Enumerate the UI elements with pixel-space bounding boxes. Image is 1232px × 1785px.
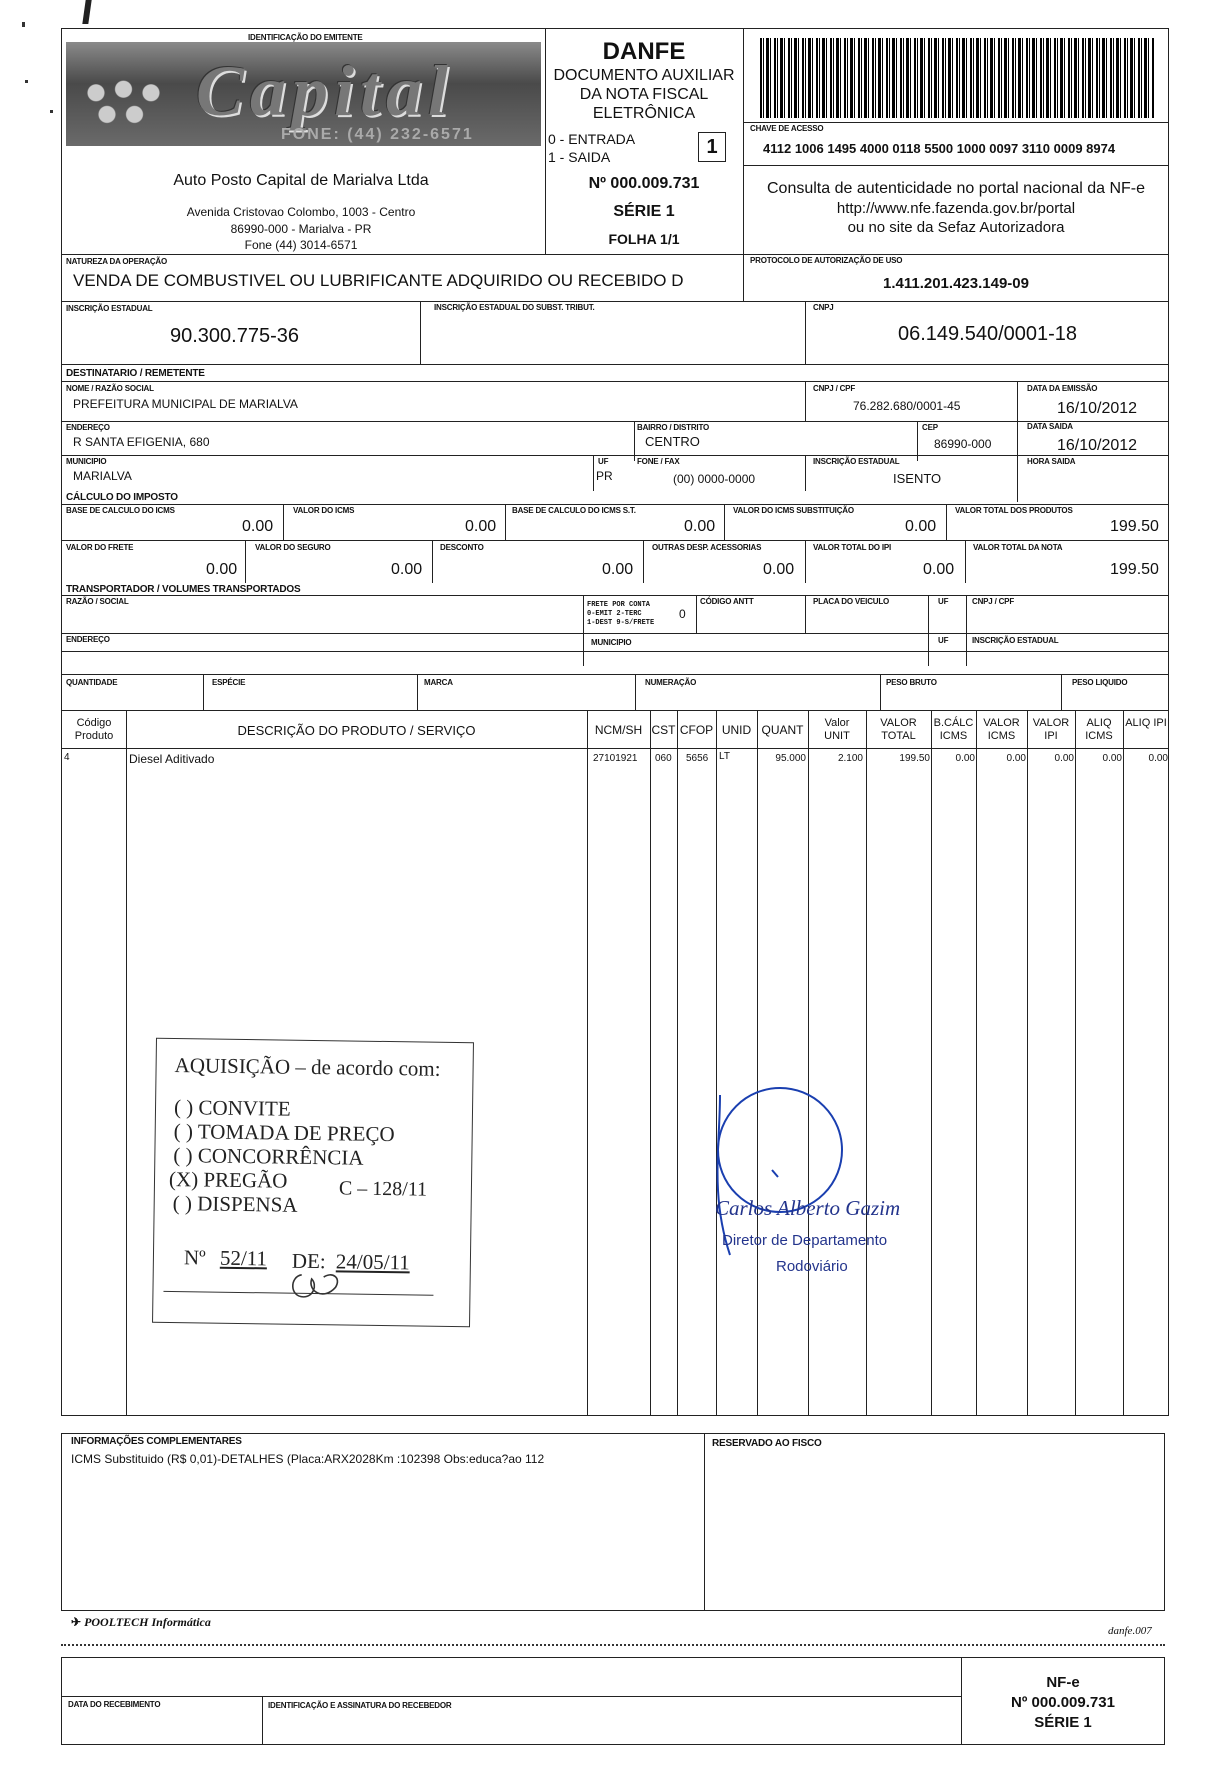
frete-label: VALOR DO FRETE	[66, 543, 134, 552]
th-vipi: VALOR IPI	[1032, 717, 1070, 742]
fisco-label: RESERVADO AO FISCO	[712, 1438, 822, 1449]
placa-label: PLACA DO VEICULO	[813, 597, 890, 606]
v-icms: 0.00	[465, 518, 497, 535]
transp-section-label: TRANSPORTADOR / VOLUMES TRANSPORTADOS	[66, 584, 301, 595]
stamp-de-label: DE:	[291, 1248, 326, 1274]
th-cfop: CFOP	[679, 723, 714, 737]
th-quant: QUANT	[761, 723, 804, 737]
danfe-numero: Nº 000.009.731	[588, 175, 700, 192]
ie-value: 90.300.775-36	[170, 325, 300, 347]
dest-endereco-label: ENDEREÇO	[66, 423, 110, 432]
protocolo-value: 1.411.201.423.149-09	[883, 275, 1029, 292]
bc-icms-label: BASE DE CALCULO DO ICMS	[66, 506, 175, 515]
signer-role1: Diretor de Departamento	[722, 1232, 888, 1249]
consulta1: Consulta de autenticidade no portal nacional da NF-e	[766, 180, 1146, 197]
desconto: 0.00	[602, 561, 634, 578]
footer-nfe: NF-e	[1046, 1674, 1080, 1691]
danfe-code: danfe.007	[1108, 1625, 1152, 1637]
peso-liq-label: PESO LIQUIDO	[1072, 678, 1128, 687]
transp-uf-label: UF	[938, 597, 949, 606]
transp-cnpj-label: CNPJ / CPF	[972, 597, 1015, 606]
v-st-label: VALOR DO ICMS SUBSTITUIÇÃO	[733, 506, 854, 515]
scan-mark	[82, 0, 91, 24]
frete-conta-2: 0-EMIT 2-TERC	[587, 610, 642, 618]
dest-section-label: DESTINATARIO / REMETENTE	[66, 368, 205, 379]
cell-vipi: 0.00	[1054, 753, 1074, 764]
cell-descricao: Diesel Aditivado	[129, 752, 215, 766]
desconto-label: DESCONTO	[440, 543, 484, 552]
grapes-icon	[74, 64, 184, 136]
natureza-label: NATUREZA DA OPERAÇÃO	[66, 257, 168, 266]
outras: 0.00	[763, 561, 795, 578]
dest-saida: 16/10/2012	[1057, 437, 1138, 454]
cell-aliqicms: 0.00	[1102, 753, 1122, 764]
cnpj-value: 06.149.540/0001-18	[898, 323, 1078, 345]
protocolo-label: PROTOCOLO DE AUTORIZAÇÃO DE USO	[750, 256, 903, 265]
logo-text: Capital	[196, 51, 455, 131]
cell-unid: LT	[719, 751, 730, 762]
emitente-logo	[66, 42, 541, 146]
th-vicms: VALOR ICMS	[983, 717, 1020, 742]
dest-municipio: MARIALVA	[73, 469, 132, 483]
recebimento-label: DATA DO RECEBIMENTO	[68, 1700, 161, 1709]
emitente-phone: Fone (44) 3014-6571	[244, 238, 358, 252]
th-bcicms: B.CÁLC ICMS	[933, 717, 974, 742]
stamp-de: 24/05/11	[335, 1249, 410, 1275]
dest-fone: (00) 0000-0000	[673, 472, 756, 486]
pooltech-icon: ✈	[71, 1615, 82, 1629]
pooltech-text: POOLTECH Informática	[84, 1615, 211, 1629]
stamp-num: 52/11	[219, 1245, 268, 1271]
th-codigo: Código Produto	[74, 717, 114, 742]
emitente-address1: Avenida Cristovao Colombo, 1003 - Centro	[186, 205, 416, 219]
danfe-tipo-box: 1	[698, 132, 726, 162]
complementares-value: ICMS Substituido (R$ 0,01)-DETALHES (Placa:ARX2028Km :102398 Obs:educa?ao 112	[71, 1452, 545, 1466]
dest-cep: 86990-000	[934, 437, 992, 451]
consulta3: ou no site da Sefaz Autorizadora	[847, 219, 1065, 236]
bc-st: 0.00	[684, 518, 716, 535]
dest-bairro-label: BAIRRO / DISTRITO	[637, 423, 710, 432]
danfe-serie: SÉRIE 1	[613, 203, 675, 220]
numeracao-label: NUMERAÇÃO	[645, 678, 697, 687]
stamp-num-label: Nº	[183, 1245, 206, 1270]
emitente-address2: 86990-000 - Marialva - PR	[230, 222, 372, 236]
pooltech-brand	[71, 1615, 211, 1630]
dest-hora-label: HORA SAIDA	[1027, 457, 1076, 466]
danfe-saida: 1 - SAIDA	[548, 149, 611, 165]
nota-label: VALOR TOTAL DA NOTA	[973, 543, 1063, 552]
cell-vtotal: 199.50	[899, 753, 930, 764]
danfe-title: DANFE	[602, 38, 686, 65]
ipi: 0.00	[923, 561, 955, 578]
transp-razao-label: RAZÃO / SOCIAL	[66, 597, 129, 606]
dest-ie-label: INSCRIÇÃO ESTADUAL	[813, 457, 900, 466]
footer-serie: SÉRIE 1	[1034, 1714, 1092, 1731]
cell-ncm: 27101921	[593, 753, 638, 764]
frete-conta-1: FRETE POR CONTA	[587, 601, 651, 609]
v-st: 0.00	[905, 518, 937, 535]
stamp-signature	[283, 1267, 344, 1308]
dest-cnpj-label: CNPJ / CPF	[813, 384, 856, 393]
aquisicao-stamp	[152, 1038, 474, 1327]
danfe-entrada: 0 - ENTRADA	[548, 131, 636, 147]
seguro-label: VALOR DO SEGURO	[255, 543, 331, 552]
bc-icms: 0.00	[242, 518, 274, 535]
dest-emissao-label: DATA DA EMISSÃO	[1027, 384, 1098, 393]
transp-uf2-label: UF	[938, 636, 949, 645]
natureza-value: VENDA DE COMBUSTIVEL OU LUBRIFICANTE ADQUIRIDO OU RECEBIDO D	[73, 271, 684, 290]
th-ncm: NCM/SH	[594, 723, 643, 737]
ie-label: INSCRIÇÃO ESTADUAL	[66, 304, 153, 313]
antt-label: CÓDIGO ANTT	[700, 597, 754, 606]
stamp-l4: (X) PREGÃO	[168, 1166, 288, 1193]
frete: 0.00	[206, 561, 238, 578]
cell-vicms: 0.00	[1006, 753, 1026, 764]
scan-dot-2	[25, 80, 28, 83]
outras-label: OUTRAS DESP. ACESSORIAS	[652, 543, 762, 552]
dest-uf-label: UF	[598, 457, 609, 466]
frete-conta-3: 1-DEST 9-S/FRETE	[587, 619, 655, 627]
dest-nome-label: NOME / RAZÃO SOCIAL	[66, 384, 154, 393]
dest-endereco: R SANTA EFIGENIA, 680	[73, 435, 210, 449]
v-prod-label: VALOR TOTAL DOS PRODUTOS	[955, 506, 1073, 515]
emitente-section-label: IDENTIFICAÇÃO DO EMITENTE	[248, 33, 363, 42]
dest-saida-label: DATA SAIDA	[1027, 422, 1073, 431]
th-aliqicms: ALIQ ICMS	[1085, 717, 1113, 742]
danfe-sub2: DA NOTA FISCAL	[579, 86, 709, 103]
stamp-l3: ( ) CONCORRÊNCIA	[173, 1143, 364, 1170]
dest-uf: PR	[596, 469, 613, 483]
nota: 199.50	[1110, 561, 1159, 578]
th-vunit: Valor UNIT	[824, 717, 850, 742]
bc-st-label: BASE DE CALCULO DO ICMS S.T.	[512, 506, 636, 515]
marca-label: MARCA	[424, 678, 453, 687]
cell-quant: 95.000	[775, 753, 806, 764]
danfe-sub3: ELETRÔNICA	[592, 105, 696, 122]
frete-conta-value: 0	[679, 607, 686, 621]
cell-bcicms: 0.00	[955, 753, 975, 764]
cell-cfop: 5656	[686, 753, 709, 764]
dest-fone-label: FONE / FAX	[637, 457, 680, 466]
th-aliqipi: ALIQ IPI	[1125, 717, 1167, 729]
dest-ie: ISENTO	[893, 471, 942, 486]
scan-dot	[22, 22, 25, 27]
stamp-l1: ( ) CONVITE	[173, 1095, 291, 1121]
stamp-l2: ( ) TOMADA DE PREÇO	[173, 1119, 395, 1147]
chave-value: 4112 1006 1495 4000 0118 5500 1000 0097 3110 0009 8974	[763, 141, 1116, 156]
th-vtotal: VALOR TOTAL	[880, 717, 917, 742]
signer-role2: Rodoviário	[776, 1258, 848, 1275]
v-icms-label: VALOR DO ICMS	[293, 506, 355, 515]
chave-label: CHAVE DE ACESSO	[750, 124, 824, 133]
dest-cep-label: CEP	[922, 423, 938, 432]
dest-emissao: 16/10/2012	[1057, 400, 1138, 417]
signer-name: Carlos Alberto Gazim	[715, 1196, 901, 1220]
consulta2: http://www.nfe.fazenda.gov.br/portal	[836, 200, 1076, 217]
logo-fone: FONE: (44) 232-6571	[281, 126, 474, 143]
cell-vunit: 2.100	[837, 753, 863, 764]
transp-municipio-label: MUNICIPIO	[591, 638, 632, 647]
scan-dot-3	[50, 110, 53, 113]
dest-municipio-label: MUNICIPIO	[66, 457, 107, 466]
dest-nome: PREFEITURA MUNICIPAL DE MARIALVA	[73, 397, 298, 411]
danfe-sub1: DOCUMENTO AUXILIAR	[553, 67, 735, 84]
stamp-l4b: C – 128/11	[338, 1177, 428, 1201]
th-unid: UNID	[721, 723, 752, 737]
iest-label: INSCRIÇÃO ESTADUAL DO SUBST. TRIBUT.	[434, 303, 595, 312]
stamp-l5: ( ) DISPENSA	[172, 1191, 298, 1217]
ipi-label: VALOR TOTAL DO IPI	[813, 543, 892, 552]
v-prod: 199.50	[1110, 518, 1159, 535]
dest-bairro: CENTRO	[645, 434, 700, 449]
emitente-name: Auto Posto Capital de Marialva Ltda	[173, 172, 429, 189]
cnpj-label: CNPJ	[813, 303, 834, 312]
footer-numero: Nº 000.009.731	[1011, 1694, 1115, 1711]
peso-bruto-label: PESO BRUTO	[886, 678, 937, 687]
especie-label: ESPÉCIE	[212, 678, 246, 687]
transp-ie-label: INSCRIÇÃO ESTADUAL	[972, 636, 1059, 645]
seguro: 0.00	[391, 561, 423, 578]
dest-cnpj: 76.282.680/0001-45	[853, 399, 961, 413]
transp-endereco-label: ENDEREÇO	[66, 635, 110, 644]
imposto-section-label: CÁLCULO DO IMPOSTO	[66, 492, 178, 503]
cell-aliqipi: 0.00	[1148, 753, 1168, 764]
recebedor-label: IDENTIFICAÇÃO E ASSINATURA DO RECEBEDOR	[268, 1701, 452, 1710]
barcode	[760, 38, 1155, 118]
th-descricao: DESCRIÇÃO DO PRODUTO / SERVIÇO	[237, 723, 476, 738]
cell-cst: 060	[655, 753, 672, 764]
qtd-label: QUANTIDADE	[66, 678, 118, 687]
complementares-label: INFORMAÇÕES COMPLEMENTARES	[71, 1436, 242, 1447]
stamp-title: AQUISIÇÃO – de acordo com:	[174, 1053, 441, 1081]
cell-codigo: 4	[64, 752, 70, 763]
danfe-folha: FOLHA 1/1	[608, 231, 680, 247]
th-cst: CST	[651, 723, 676, 737]
